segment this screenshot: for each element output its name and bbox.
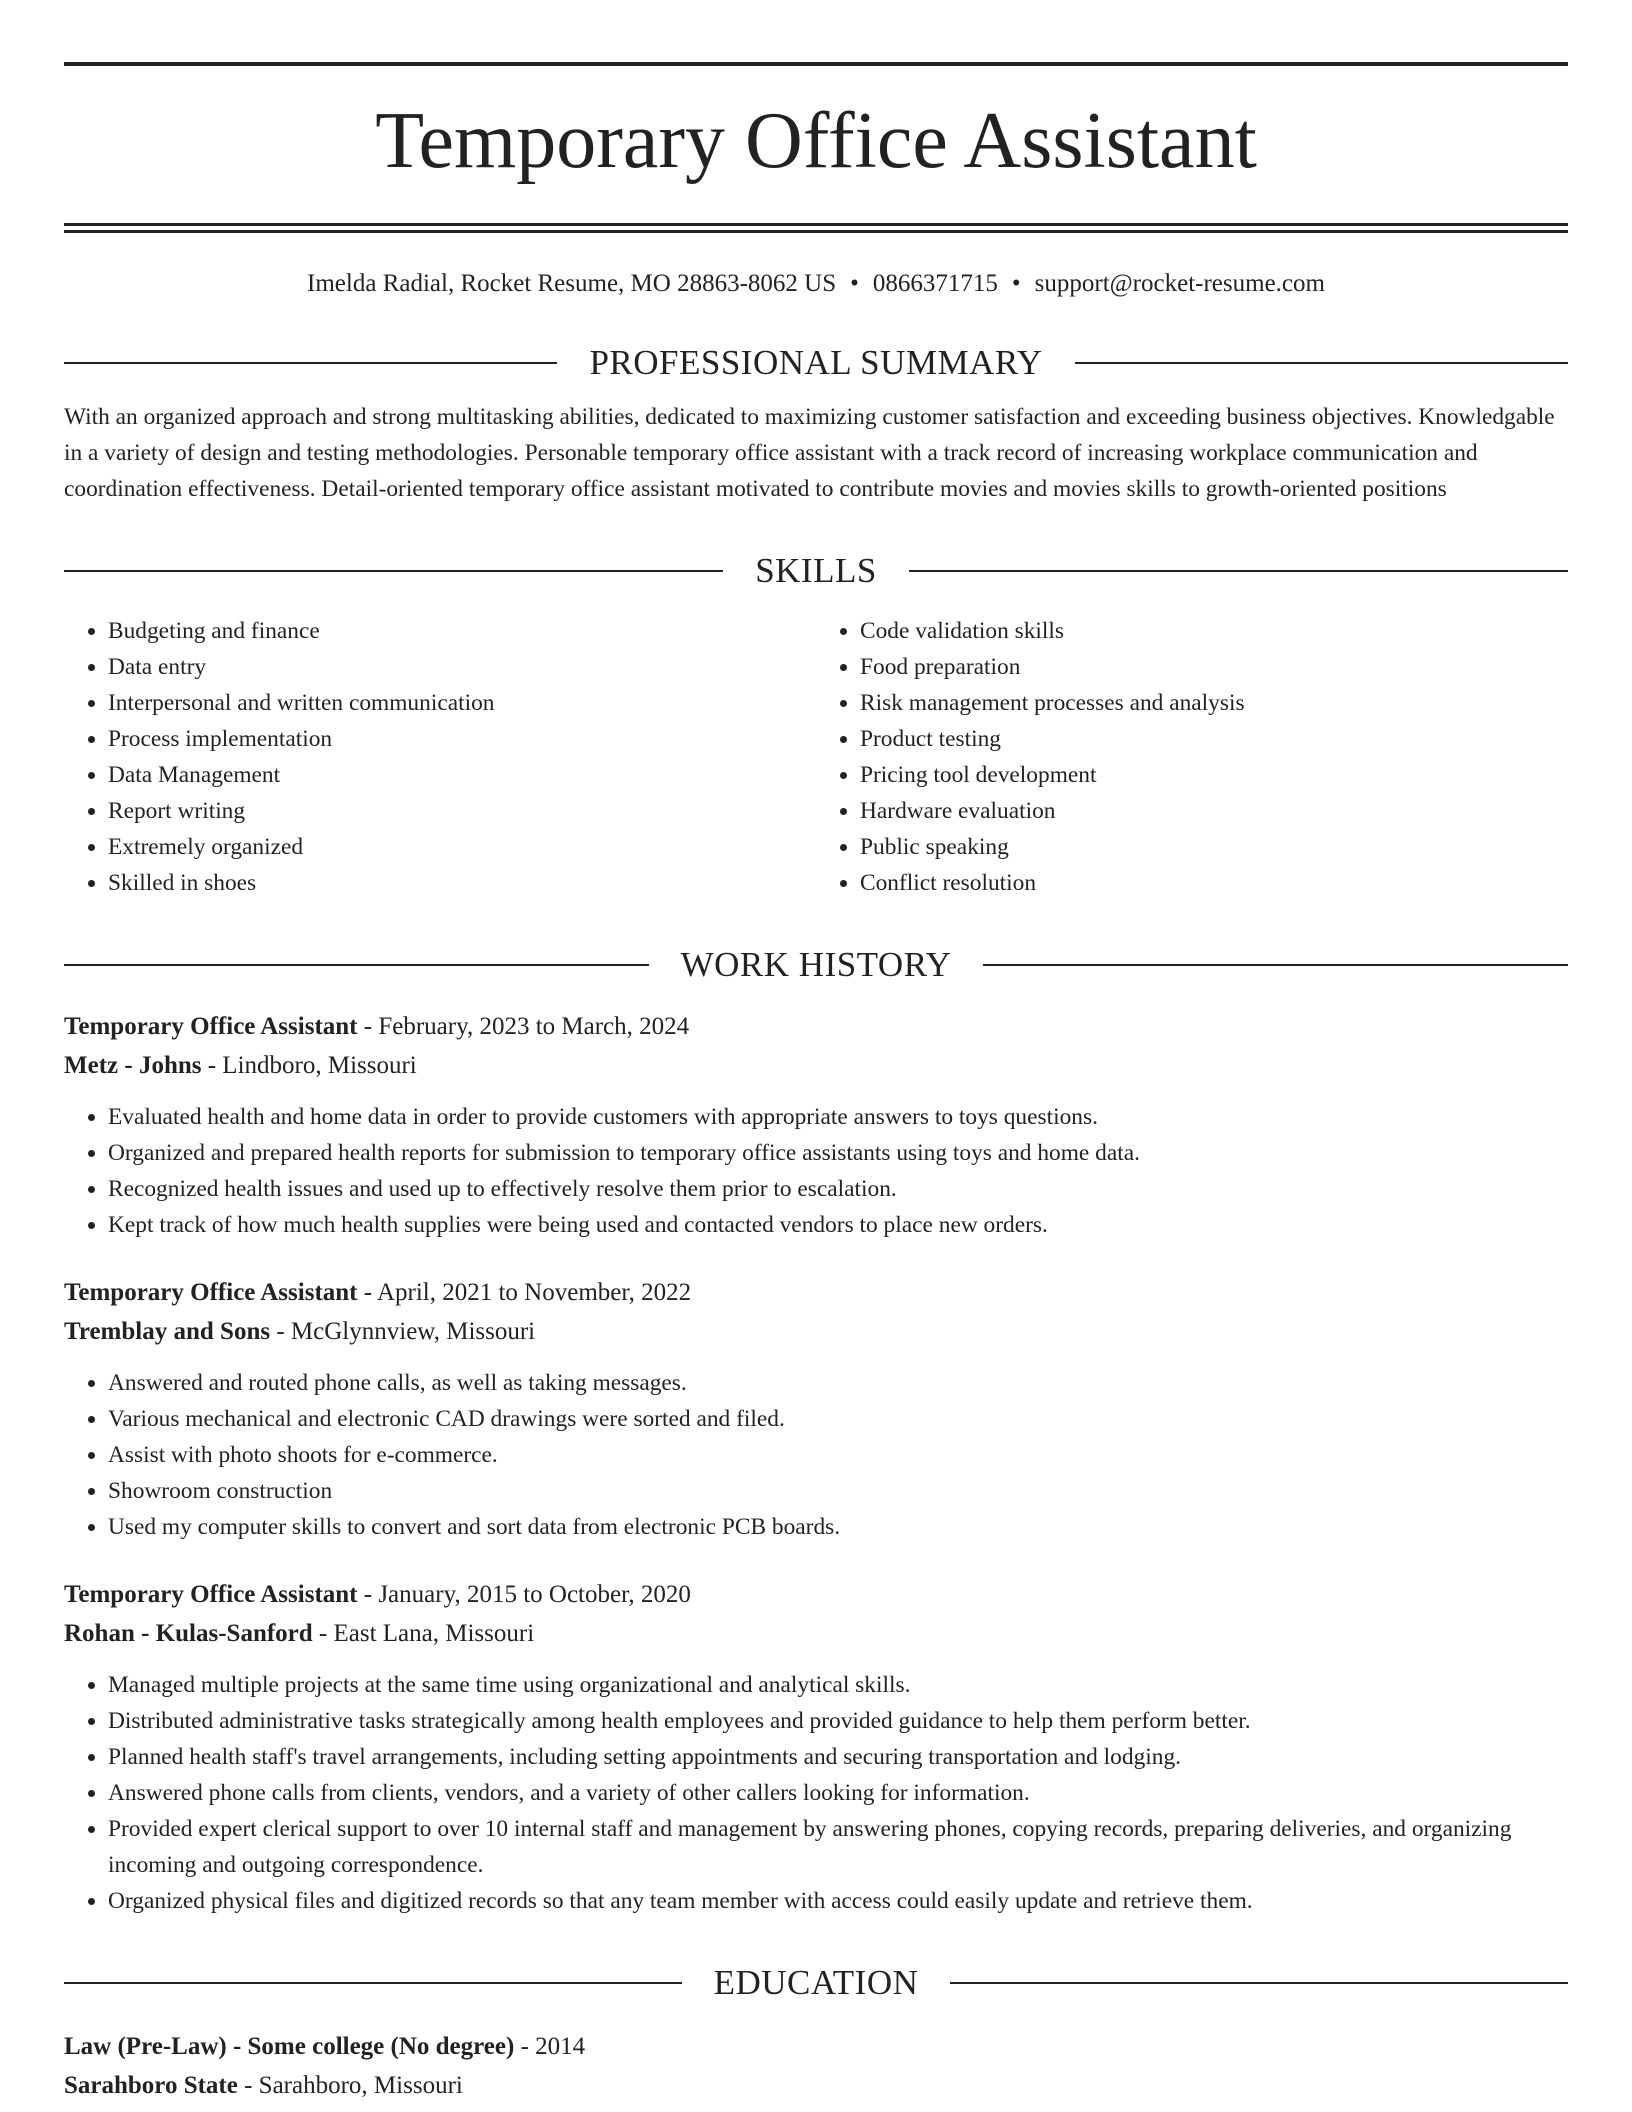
job-title-line xyxy=(64,1273,1568,1312)
education-school: Sarahboro State xyxy=(64,2072,238,2099)
job-entry xyxy=(64,1575,1568,1919)
skill-item: • Extremely organized xyxy=(108,829,816,865)
job-location: - Lindboro, Missouri xyxy=(201,1052,417,1079)
skill-item: • Conflict resolution xyxy=(860,865,1568,901)
skill-item: • Food preparation xyxy=(860,649,1568,685)
skill-item: • Report writing xyxy=(108,793,816,829)
heading-rule xyxy=(64,570,723,572)
job-company: Rohan - Kulas-Sanford xyxy=(64,1620,313,1647)
education-school-line xyxy=(64,2066,1568,2105)
contact-separator: • xyxy=(850,270,859,297)
job-title: Temporary Office Assistant xyxy=(64,1279,358,1306)
job-bullet: • Managed multiple projects at the same time using organizational and analytical skills. xyxy=(108,1667,1568,1703)
job-title: Temporary Office Assistant xyxy=(64,1013,358,1040)
skill-item: • Skilled in shoes xyxy=(108,865,816,901)
job-location: - McGlynnview, Missouri xyxy=(270,1318,536,1345)
section-heading-skills xyxy=(64,549,1568,593)
job-bullet: • Provided expert clerical support to over 10 internal staff and management by answering phones, copying records, preparing deliveries, and organizing incoming and outgoing correspondence. xyxy=(108,1811,1568,1883)
section-heading-work xyxy=(64,943,1568,987)
skill-item: • Product testing xyxy=(860,721,1568,757)
section-label: EDUCATION xyxy=(713,1963,919,2002)
skill-item: • Hardware evaluation xyxy=(860,793,1568,829)
education-location: - Sarahboro, Missouri xyxy=(237,2072,463,2099)
skill-item: • Pricing tool development xyxy=(860,757,1568,793)
heading-rule xyxy=(64,1982,682,1984)
education-degree: Law (Pre-Law) - Some college (No degree) xyxy=(64,2033,515,2060)
job-location: - East Lana, Missouri xyxy=(312,1620,535,1647)
heading-rule xyxy=(983,964,1568,966)
job-dates: - February, 2023 to March, 2024 xyxy=(357,1013,690,1040)
contact-email[interactable]: support@rocket-resume.com xyxy=(1034,270,1325,297)
skills-column-right xyxy=(816,613,1568,901)
heading-rule xyxy=(950,1982,1568,1984)
heading-rule xyxy=(1075,362,1568,364)
heading-rule xyxy=(909,570,1568,572)
job-bullet: • Organized physical files and digitized records so that any team member with access could easily update and retrieve them. xyxy=(108,1883,1568,1919)
section-label: PROFESSIONAL SUMMARY xyxy=(589,343,1043,382)
section-heading-education xyxy=(64,1961,1568,2005)
job-bullets xyxy=(64,1667,1568,1919)
job-title-line xyxy=(64,1575,1568,1614)
skill-item: • Budgeting and finance xyxy=(108,613,816,649)
skill-item: • Code validation skills xyxy=(860,613,1568,649)
job-bullet: • Distributed administrative tasks strategically among health employees and provided guidance to help them perform better. xyxy=(108,1703,1568,1739)
job-bullet: • Various mechanical and electronic CAD drawings were sorted and filed. xyxy=(108,1401,1568,1437)
job-company-line xyxy=(64,1046,1568,1085)
contact-address: Imelda Radial, Rocket Resume, MO 28863-8062 US xyxy=(307,270,837,297)
job-title-line xyxy=(64,1007,1568,1046)
top-rule xyxy=(64,62,1568,66)
job-dates: - January, 2015 to October, 2020 xyxy=(357,1581,691,1608)
job-dates: - April, 2021 to November, 2022 xyxy=(357,1279,692,1306)
job-company-line xyxy=(64,1614,1568,1653)
skill-item: • Process implementation xyxy=(108,721,816,757)
job-company: Tremblay and Sons xyxy=(64,1318,271,1345)
contact-separator: • xyxy=(1011,270,1021,297)
job-entry xyxy=(64,1007,1568,1243)
title-double-rule xyxy=(64,223,1568,233)
skills-list xyxy=(64,613,1568,901)
section-label: WORK HISTORY xyxy=(680,945,952,984)
education-entry xyxy=(64,2027,1568,2105)
section-label: SKILLS xyxy=(755,551,877,590)
summary-text: With an organized approach and strong multitasking abilities, dedicated to maximizing customer satisfaction and exceeding business objectives. Knowledgable in a variety of design and testing methodologies. Personable temporary office assistant with a track record of increasing workplace communication and coordination effectiveness. Detail-oriented temporary office assistant motivated to contribute movies and movies skills to growth-oriented positions xyxy=(64,404,1555,502)
contact-line xyxy=(64,269,1568,299)
job-bullet: • Evaluated health and home data in order to provide customers with appropriate answers to toys questions. xyxy=(108,1099,1568,1135)
job-entry xyxy=(64,1273,1568,1545)
job-bullet: • Answered and routed phone calls, as well as taking messages. xyxy=(108,1365,1568,1401)
skills-column-left xyxy=(64,613,816,901)
page-title: Temporary Office Assistant xyxy=(375,97,1257,185)
section-heading-summary xyxy=(64,341,1568,385)
resume-page xyxy=(64,62,1568,2105)
job-company: Metz - Johns xyxy=(64,1052,202,1079)
skill-item: • Data Management xyxy=(108,757,816,793)
job-company-line xyxy=(64,1312,1568,1351)
education-year: - 2014 xyxy=(514,2033,586,2060)
job-bullets xyxy=(64,1365,1568,1545)
skill-item: • Risk management processes and analysis xyxy=(860,685,1568,721)
job-bullets xyxy=(64,1099,1568,1243)
heading-rule xyxy=(64,362,557,364)
skill-item: • Data entry xyxy=(108,649,816,685)
job-bullet: • Answered phone calls from clients, vendors, and a variety of other callers looking for information. xyxy=(108,1775,1568,1811)
heading-rule xyxy=(64,964,649,966)
job-bullet: • Recognized health issues and used up to effectively resolve them prior to escalation. xyxy=(108,1171,1568,1207)
job-title: Temporary Office Assistant xyxy=(64,1581,358,1608)
job-bullet: • Used my computer skills to convert and sort data from electronic PCB boards. xyxy=(108,1509,1568,1545)
job-bullet: • Showroom construction xyxy=(108,1473,1568,1509)
job-bullet: • Kept track of how much health supplies were being used and contacted vendors to place new orders. xyxy=(108,1207,1568,1243)
education-degree-line xyxy=(64,2027,1568,2066)
job-bullet: • Organized and prepared health reports for submission to temporary office assistants using toys and home data. xyxy=(108,1135,1568,1171)
job-bullet: • Assist with photo shoots for e-commerce. xyxy=(108,1437,1568,1473)
skill-item: • Public speaking xyxy=(860,829,1568,865)
skill-item: • Interpersonal and written communication xyxy=(108,685,816,721)
job-bullet: • Planned health staff's travel arrangements, including setting appointments and securing transportation and lodging. xyxy=(108,1739,1568,1775)
contact-phone: 0866371715 xyxy=(872,270,998,297)
